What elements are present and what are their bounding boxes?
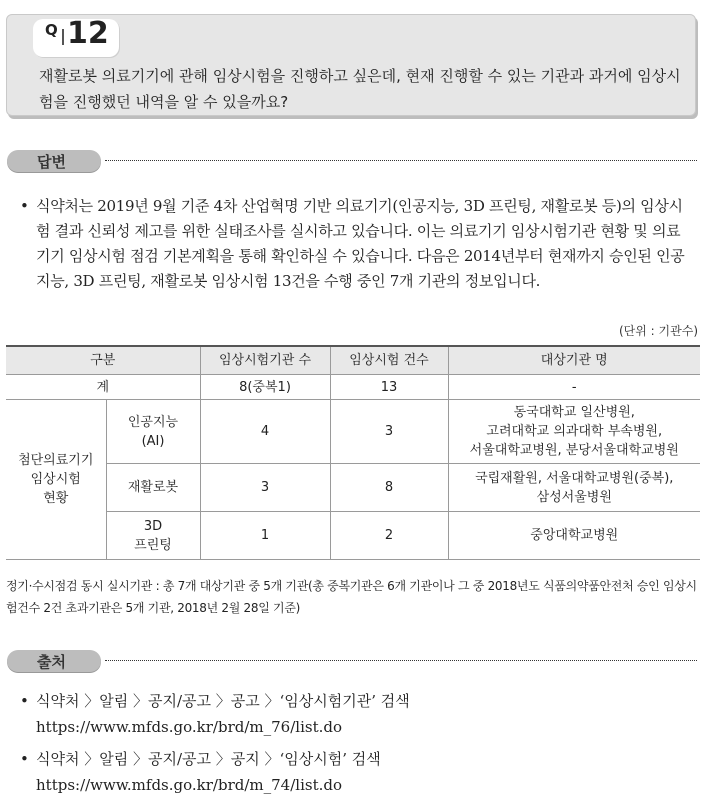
header-names: 대상기관 명 bbox=[448, 346, 700, 375]
list-item bbox=[20, 688, 690, 740]
answer-paragraph: 식약처는 2019년 9월 기준 4차 산업혁명 기반 의료기기(인공지능, 3D 프린팅, 재활로봇 등)의 임상시험 결과 신뢰성 제고를 위한 실태조사를 실시하고 있습니다. 이는 의료기기 임상시험기관 현황 및 의료기기 임상시험 점검 기본계획을 통해 확인하실 수 있습니다. 다음은 2014년부터 현재까지 승인된 인공지능, 3D 프린팅, 재활로봇 임상시험 13건을 수행 중인 7개 기관의 정보입니다. bbox=[36, 197, 685, 290]
row-names: 동국대학교 일산병원, 고려대학교 의과대학 부속병원, 서울대학교병원, 분당서울대학교병원 bbox=[448, 400, 700, 464]
answer-section-header bbox=[7, 148, 697, 174]
list-item bbox=[20, 746, 690, 798]
source-bullet: • bbox=[20, 692, 29, 710]
total-names: - bbox=[448, 375, 700, 400]
institution-table bbox=[6, 345, 700, 560]
table-note: 정기·수시점검 동시 실시기관 : 총 7개 대상기관 중 5개 기관(총 중복기관은 6개 기관이나 그 중 2018년도 식품의약품안전처 승인 임상시험건수 2건 초과기관은 5개 기관, 2018년 2월 28일 기준) bbox=[6, 579, 697, 615]
question-text: 재활로봇 의료기기에 관해 임상시험을 진행하고 싶은데, 현재 진행할 수 있는 기관과 과거에 임상시험을 진행했던 내역을 알 수 있을까요? bbox=[39, 67, 681, 111]
question-divider bbox=[62, 29, 64, 45]
total-institutions: 8(중복1) bbox=[200, 375, 330, 400]
source-list bbox=[20, 688, 690, 804]
source-dotted-rule bbox=[105, 660, 697, 661]
header-trials: 임상시험 건수 bbox=[330, 346, 448, 375]
answer-bullet: • bbox=[20, 197, 29, 215]
row-category: 인공지능 (AI) bbox=[106, 400, 200, 464]
answer-dotted-rule bbox=[105, 160, 697, 161]
source-url-link[interactable]: https://www.mfds.go.kr/brd/m_74/list.do bbox=[36, 776, 342, 794]
row-trials: 8 bbox=[330, 464, 448, 512]
table-total-row bbox=[6, 375, 700, 400]
table-row bbox=[6, 464, 700, 512]
total-trials: 13 bbox=[330, 375, 448, 400]
total-label: 계 bbox=[6, 375, 200, 400]
row-institutions: 1 bbox=[200, 512, 330, 560]
source-label: 출처 bbox=[37, 653, 66, 671]
question-box bbox=[6, 14, 696, 116]
source-path: 식약처 〉알림 〉공지/공고 〉공지 〉‘임상시험’ 검색 bbox=[36, 750, 381, 768]
question-letter: Q bbox=[45, 21, 58, 39]
row-trials: 3 bbox=[330, 400, 448, 464]
table-header-row bbox=[6, 346, 700, 375]
row-names: 중앙대학교병원 bbox=[448, 512, 700, 560]
table-row bbox=[6, 512, 700, 560]
header-institutions: 임상시험기관 수 bbox=[200, 346, 330, 375]
table-unit: (단위 : 기관수) bbox=[619, 324, 698, 338]
source-section-header bbox=[7, 648, 697, 674]
source-bullet: • bbox=[20, 750, 29, 768]
row-category: 3D 프린팅 bbox=[106, 512, 200, 560]
group-label: 첨단의료기기 임상시험 현황 bbox=[6, 400, 106, 560]
row-names: 국립재활원, 서울대학교병원(중복), 삼성서울병원 bbox=[448, 464, 700, 512]
row-institutions: 3 bbox=[200, 464, 330, 512]
row-category: 재활로봇 bbox=[106, 464, 200, 512]
question-number: 12 bbox=[67, 16, 109, 51]
header-category: 구분 bbox=[6, 346, 200, 375]
row-trials: 2 bbox=[330, 512, 448, 560]
answer-body bbox=[20, 194, 690, 294]
source-path: 식약처 〉알림 〉공지/공고 〉공고 〉‘임상시험기관’ 검색 bbox=[36, 692, 410, 710]
answer-label: 답변 bbox=[37, 153, 66, 171]
table-row bbox=[6, 400, 700, 464]
row-institutions: 4 bbox=[200, 400, 330, 464]
source-url-link[interactable]: https://www.mfds.go.kr/brd/m_76/list.do bbox=[36, 718, 342, 736]
